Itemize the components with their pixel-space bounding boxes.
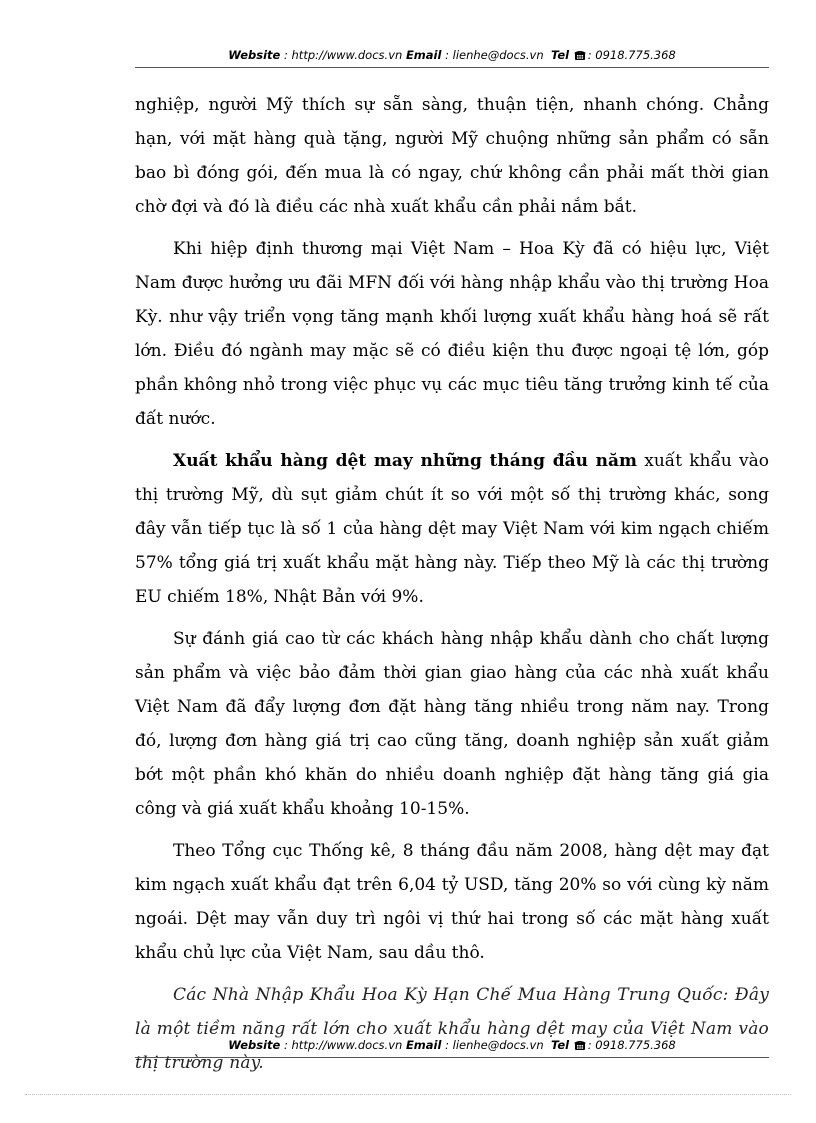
paragraph-3-heading: Xuất khẩu hàng dệt may những tháng đầu năm: [173, 451, 638, 471]
email-separator: :: [441, 48, 453, 62]
header-divider: [135, 67, 769, 68]
phone-icon: [574, 48, 586, 58]
footer-website-separator: :: [280, 1038, 292, 1052]
footer-website-label: Website: [228, 1038, 281, 1052]
page-footer: [135, 1037, 769, 1053]
footer-email-separator: :: [441, 1038, 453, 1052]
page-header: [135, 47, 769, 63]
paragraph-4: Sự đánh giá cao từ các khách hàng nhập khẩu dành cho chất lượng sản phẩm và việc bảo đảm thời gian giao hàng của các nhà xuất khẩu Việt Nam đã đẩy lượng đơn đặt hàng tăng nhiều trong năm nay. Trong đó, lượng đơn hàng giá trị cao cũng tăng, doanh nghiệp sản xuất giảm bớt một phần khó khăn do nhiều doanh nghiệp đặt hàng tăng giá gia công và giá xuất khẩu khoảng 10-15%.: [135, 629, 769, 819]
footer-email-label: Email: [405, 1038, 442, 1052]
paragraph-1: nghiệp, người Mỹ thích sự sẵn sàng, thuận tiện, nhanh chóng. Chẳng hạn, với mặt hàng quà tặng, người Mỹ chuộng những sản phẩm có sẵn bao bì đóng gói, đến mua là có ngay, chứ không cần phải mất thời gian chờ đợi và đó là điều các nhà xuất khẩu cần phải nắm bắt.: [135, 95, 769, 217]
footer-email-value[interactable]: lienhe@docs.vn: [452, 1038, 544, 1052]
email-value[interactable]: lienhe@docs.vn: [452, 48, 544, 62]
paragraph-6: Các Nhà Nhập Khẩu Hoa Kỳ Hạn Chế Mua Hàng Trung Quốc: Đây là một tiềm năng rất lớn cho xuất khẩu hàng dệt may của Việt Nam vào thị trường này.: [135, 985, 769, 1073]
paragraph-3: [135, 444, 769, 614]
website-url[interactable]: http://www.docs.vn: [291, 48, 403, 62]
tel-label: Tel: [550, 48, 570, 62]
page-boundary: [25, 1094, 791, 1095]
footer-tel-label: Tel: [550, 1038, 570, 1052]
phone-icon: [574, 1038, 586, 1048]
website-label: Website: [228, 48, 281, 62]
website-separator: :: [280, 48, 292, 62]
tel-value: : 0918.775.368: [587, 48, 676, 62]
footer-divider: [135, 1057, 769, 1058]
paragraph-3-text: xuất khẩu vào thị trường Mỹ, dù sụt giảm chút ít so với một số thị trường khác, song đây vẫn tiếp tục là số 1 của hàng dệt may Việt Nam với kim ngạch chiếm 57% tổng giá trị xuất khẩu mặt hàng này. Tiếp theo Mỹ là các thị trường EU chiếm 18%, Nhật Bản với 9%.: [135, 451, 769, 607]
paragraph-5: Theo Tổng cục Thống kê, 8 tháng đầu năm 2008, hàng dệt may đạt kim ngạch xuất khẩu đạt trên 6,04 tỷ USD, tăng 20% so với cùng kỳ năm ngoái. Dệt may vẫn duy trì ngôi vị thứ hai trong số các mặt hàng xuất khẩu chủ lực của Việt Nam, sau dầu thô.: [135, 841, 769, 963]
document-body: [135, 88, 769, 1088]
footer-website-url[interactable]: http://www.docs.vn: [291, 1038, 403, 1052]
paragraph-2: Khi hiệp định thương mại Việt Nam – Hoa Kỳ đã có hiệu lực, Việt Nam được hưởng ưu đãi MFN đối với hàng nhập khẩu vào thị trường Hoa Kỳ. như vậy triển vọng tăng mạnh khối lượng xuất khẩu hàng hoá sẽ rất lớn. Điều đó ngành may mặc sẽ có điều kiện thu được ngoại tệ lớn, góp phần không nhỏ trong việc phục vụ các mục tiêu tăng trưởng kinh tế của đất nước.: [135, 239, 769, 429]
email-label: Email: [405, 48, 442, 62]
footer-tel-value: : 0918.775.368: [587, 1038, 676, 1052]
